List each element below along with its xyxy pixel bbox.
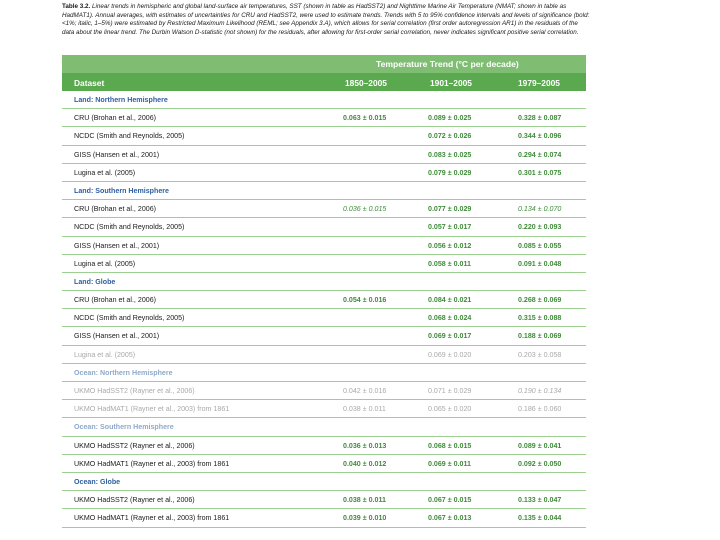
trend-1979-cell: 0.301 ± 0.075	[518, 168, 562, 177]
trend-1901-cell: 0.057 ± 0.017	[428, 223, 472, 232]
column-header-1901-2005: 1901–2005	[430, 78, 472, 88]
dataset-cell: UKMO HadSST2 (Rayner et al., 2006)	[74, 441, 195, 450]
table-row	[62, 127, 586, 145]
trend-1979-cell: 0.134 ± 0.070	[518, 205, 562, 214]
trend-1979-cell: 0.092 ± 0.050	[518, 459, 562, 468]
table-row	[62, 346, 586, 364]
trend-1901-cell: 0.056 ± 0.012	[428, 241, 472, 250]
section-header-row	[62, 91, 586, 109]
trend-1901-cell: 0.068 ± 0.024	[428, 314, 472, 323]
table-row	[62, 509, 586, 527]
dataset-cell: Lugina et al. (2005)	[74, 168, 136, 177]
dataset-cell: NCDC (Smith and Reynolds, 2005)	[74, 132, 185, 141]
section-header-row	[62, 418, 586, 436]
dataset-cell: CRU (Brohan et al., 2006)	[74, 296, 157, 305]
trend-1979-cell: 0.186 ± 0.060	[518, 405, 562, 414]
dataset-cell: Lugina et al. (2005)	[74, 259, 136, 268]
dataset-cell: NCDC (Smith and Reynolds, 2005)	[74, 223, 185, 232]
trend-1979-cell: 0.268 ± 0.069	[518, 296, 562, 305]
trend-1901-cell: 0.089 ± 0.025	[428, 114, 472, 123]
trend-1850-cell: 0.036 ± 0.015	[343, 205, 387, 214]
trend-1901-cell: 0.083 ± 0.025	[428, 150, 472, 159]
trend-1850-cell: 0.063 ± 0.015	[343, 114, 387, 123]
trend-1850-cell: 0.036 ± 0.013	[343, 441, 387, 450]
trend-1850-cell: 0.040 ± 0.012	[343, 459, 387, 468]
caption-label: Table 3.2.	[62, 3, 91, 10]
trend-1901-cell: 0.069 ± 0.011	[428, 459, 471, 468]
table-row	[62, 491, 586, 509]
table-row	[62, 291, 586, 309]
section-label: Land: Southern Hemisphere	[74, 186, 169, 195]
trend-1901-cell: 0.069 ± 0.017	[428, 332, 472, 341]
section-header-row	[62, 473, 586, 491]
trend-1979-cell: 0.344 ± 0.096	[518, 132, 562, 141]
table-row	[62, 218, 586, 236]
trend-1850-cell: 0.038 ± 0.011	[343, 496, 386, 505]
dataset-cell: GISS (Hansen et al., 2001)	[74, 241, 160, 250]
trend-1979-cell: 0.135 ± 0.044	[518, 514, 562, 523]
section-label: Ocean: Northern Hemisphere	[74, 368, 173, 377]
trend-1901-cell: 0.067 ± 0.015	[428, 496, 472, 505]
section-header-row	[62, 364, 586, 382]
trend-1979-cell: 0.220 ± 0.093	[518, 223, 562, 232]
trend-1901-cell: 0.072 ± 0.026	[428, 132, 472, 141]
trend-1901-cell: 0.071 ± 0.029	[428, 387, 472, 395]
dataset-cell: UKMO HadMAT1 (Rayner et al., 2003) from 1861	[74, 514, 230, 523]
table-row	[62, 437, 586, 455]
column-header-1979-2005: 1979–2005	[518, 78, 560, 88]
table-caption	[62, 3, 590, 37]
trend-1979-cell: 0.315 ± 0.088	[518, 314, 562, 323]
dataset-cell: NCDC (Smith and Reynolds, 2005)	[74, 314, 185, 323]
table-row	[62, 455, 586, 473]
trend-1901-cell: 0.068 ± 0.015	[428, 441, 472, 450]
trend-1979-cell: 0.190 ± 0.134	[518, 387, 562, 395]
section-label: Ocean: Southern Hemisphere	[74, 423, 174, 432]
group-header-label: Temperature Trend (°C per decade)	[376, 59, 519, 69]
trend-1850-cell: 0.038 ± 0.011	[343, 405, 386, 414]
dataset-cell: CRU (Brohan et al., 2006)	[74, 114, 157, 123]
column-header-1850-2005: 1850–2005	[345, 78, 387, 88]
table-row	[62, 255, 586, 273]
table-row	[62, 400, 586, 418]
trend-1901-cell: 0.058 ± 0.011	[428, 259, 471, 268]
table-row	[62, 327, 586, 345]
dataset-cell: GISS (Hansen et al., 2001)	[74, 150, 160, 159]
table-row	[62, 237, 586, 255]
trend-1979-cell: 0.089 ± 0.041	[518, 441, 562, 450]
dataset-cell: UKMO HadSST2 (Rayner et al., 2006)	[74, 496, 195, 505]
trend-1979-cell: 0.085 ± 0.055	[518, 241, 562, 250]
trend-1901-cell: 0.084 ± 0.021	[428, 296, 472, 305]
table-row	[62, 109, 586, 127]
dataset-cell: CRU (Brohan et al., 2006)	[74, 205, 157, 214]
dataset-cell: Lugina et al. (2005)	[74, 350, 136, 359]
trend-1979-cell: 0.133 ± 0.047	[518, 496, 562, 505]
table-row	[62, 164, 586, 182]
table-row	[62, 309, 586, 327]
trend-1979-cell: 0.294 ± 0.074	[518, 150, 562, 159]
trend-1901-cell: 0.077 ± 0.029	[428, 205, 472, 214]
section-header-row	[62, 182, 586, 200]
section-label: Land: Northern Hemisphere	[74, 96, 168, 104]
table-body	[62, 91, 586, 528]
dataset-cell: UKMO HadMAT1 (Rayner et al., 2003) from 1861	[74, 459, 230, 468]
trend-1979-cell: 0.328 ± 0.087	[518, 114, 562, 123]
section-header-row	[62, 273, 586, 291]
caption-text: Linear trends in hemispheric and global land-surface air temperatures, SST (shown in table as HadSST2) and Nighttime Marine Air Temperature (NMAT; shown in table as HadMAT1). Annual averages, with estimates of uncertainties for CRU and HadSST2, were used to estimate trends. Trends with 5 to 95% confidence intervals and levels of significance (bold: <1%; italic, 1–5%) were estimated by Restricted Maximum Likelihood (REML; see Appendix 3.A), which allows for serial correlation (first order autoregression AR1) in the residuals of the data about the linear trend. The Durbin Watson D-statistic (not shown) for the residuals, after allowing for first-order serial correlation, never indicates significant positive serial correlation.	[62, 3, 590, 36]
trend-1850-cell: 0.039 ± 0.010	[343, 514, 387, 523]
trend-1979-cell: 0.203 ± 0.058	[518, 350, 562, 359]
table-row	[62, 200, 586, 218]
trend-1850-cell: 0.054 ± 0.016	[343, 296, 387, 305]
table-column-headers	[62, 73, 586, 91]
column-header-dataset: Dataset	[74, 78, 105, 88]
table-row	[62, 382, 586, 400]
dataset-cell: GISS (Hansen et al., 2001)	[74, 332, 160, 341]
temperature-trend-table	[62, 55, 586, 528]
table-group-header	[62, 55, 586, 73]
section-label: Ocean: Globe	[74, 477, 121, 486]
section-label: Land: Globe	[74, 277, 116, 286]
trend-1850-cell: 0.042 ± 0.016	[343, 387, 387, 395]
trend-1901-cell: 0.069 ± 0.020	[428, 350, 472, 359]
dataset-cell: UKMO HadSST2 (Rayner et al., 2006)	[74, 387, 195, 395]
trend-1901-cell: 0.079 ± 0.029	[428, 168, 472, 177]
trend-1901-cell: 0.065 ± 0.020	[428, 405, 472, 414]
trend-1901-cell: 0.067 ± 0.013	[428, 514, 472, 523]
dataset-cell: UKMO HadMAT1 (Rayner et al., 2003) from 1861	[74, 405, 230, 414]
trend-1979-cell: 0.091 ± 0.048	[518, 259, 562, 268]
table-row	[62, 146, 586, 164]
trend-1979-cell: 0.188 ± 0.069	[518, 332, 562, 341]
